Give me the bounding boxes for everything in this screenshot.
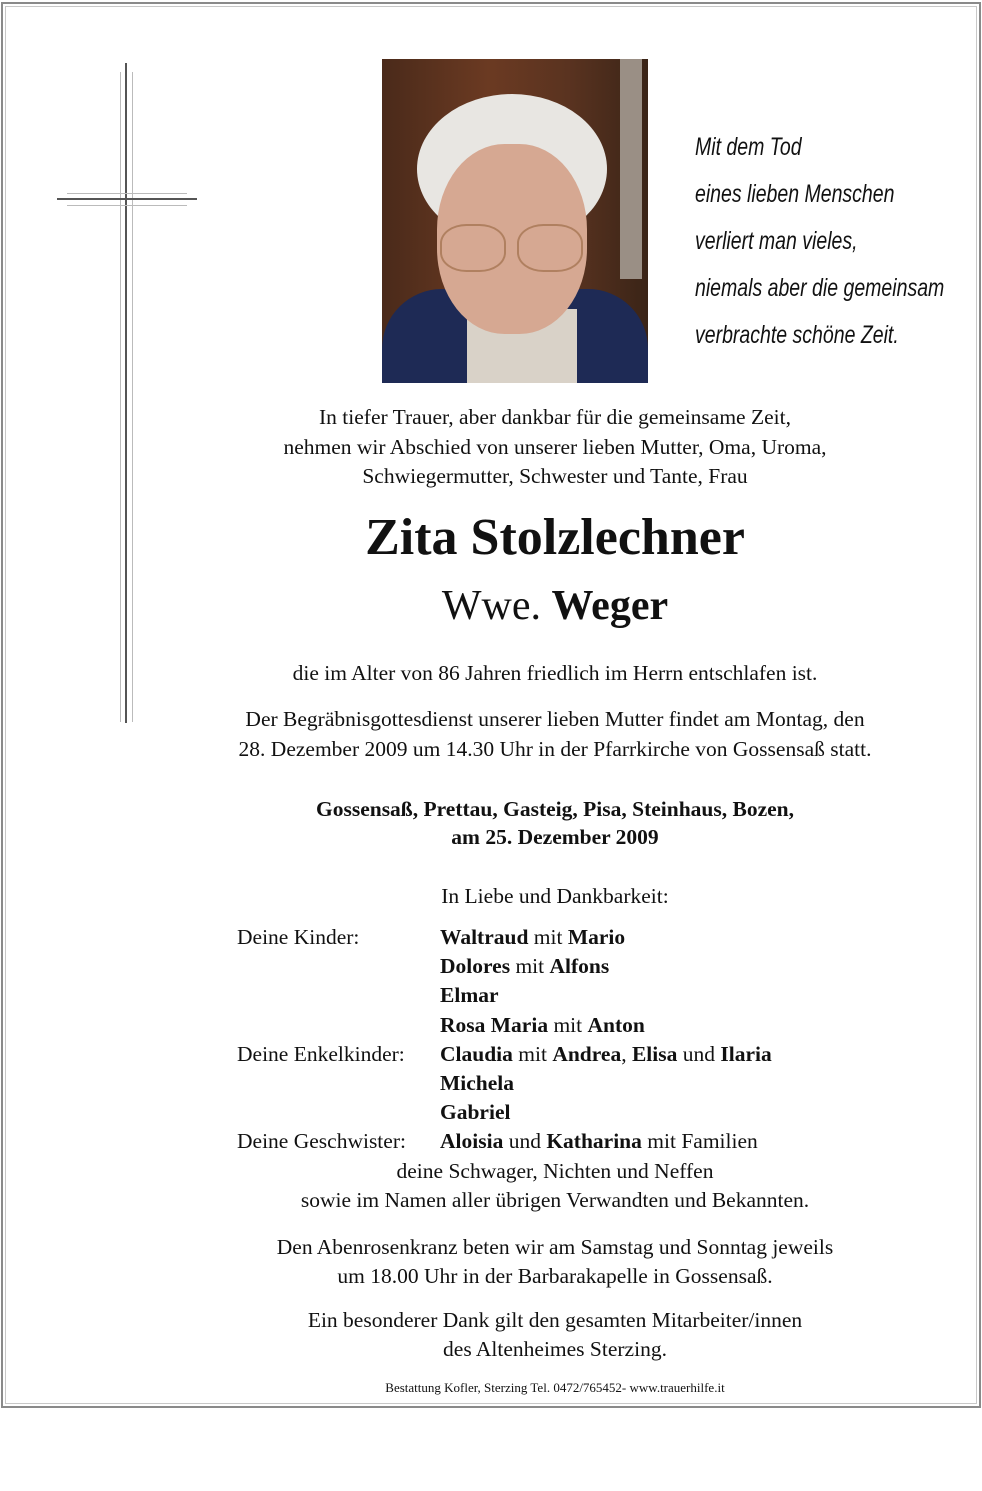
family-label: Deine Kinder: — [237, 925, 360, 949]
family-members — [440, 1129, 758, 1154]
love-line: In Liebe und Dankbarkeit: — [441, 884, 669, 908]
quote-line: verliert man vieles, — [695, 227, 858, 255]
family-label: Deine Enkelkinder: — [237, 1041, 405, 1066]
intro-line: nehmen wir Abschied von unserer lieben Mutter, Oma, Uroma, — [283, 435, 827, 459]
widow-prefix: Wwe. — [441, 583, 541, 629]
relatives-line: deine Schwager, Nichten und Neffen — [396, 1159, 714, 1183]
family-name: Andrea — [552, 1041, 622, 1066]
funeral-line: Der Begräbnisgottesdienst unserer lieben Mutter findet am Montag, den — [245, 707, 865, 731]
family-name: Katharina — [546, 1129, 642, 1154]
family-name: Ilaria — [720, 1041, 772, 1066]
family-connector: mit Familien — [641, 1129, 758, 1154]
widow-name — [0, 582, 982, 630]
family-connector: und — [677, 1041, 721, 1066]
quote — [695, 124, 944, 359]
family-connector: mit — [512, 1041, 553, 1066]
family-members — [440, 954, 609, 979]
family-members — [440, 1042, 772, 1067]
age-line: die im Alter von 86 Jahren friedlich im Herrn entschlafen ist. — [292, 661, 818, 685]
funeral-line: 28. Dezember 2009 um 14.30 Uhr in der Pfarrkirche von Gossensaß statt. — [238, 737, 872, 761]
family-name: Rosa Maria — [440, 1012, 549, 1037]
quote-line: eines lieben Menschen — [695, 180, 895, 208]
relatives-line: sowie im Namen aller übrigen Verwandten und Bekannten. — [300, 1188, 810, 1212]
intro-line: Schwiegermutter, Schwester und Tante, Frau — [362, 464, 748, 488]
family-name: Dolores — [440, 954, 511, 979]
family-connector: , — [621, 1041, 632, 1066]
footer: Bestattung Kofler, Sterzing Tel. 0472/765452- www.trauerhilfe.it — [385, 1380, 725, 1395]
family-connector: mit — [510, 954, 550, 979]
deceased-name: Zita Stolzlechner — [365, 509, 745, 566]
quote-line: Mit dem Tod — [695, 133, 802, 161]
family-members — [440, 925, 625, 950]
family-name: Elmar — [440, 983, 499, 1008]
widow-surname: Weger — [551, 583, 669, 629]
thanks-line: des Altenheimes Sterzing. — [443, 1337, 667, 1361]
family-name: Waltraud — [440, 925, 529, 949]
date-line: am 25. Dezember 2009 — [451, 825, 659, 849]
family-members — [440, 1013, 645, 1038]
family-connector: und — [503, 1129, 547, 1154]
intro-line: In tiefer Trauer, aber dankbar für die gemeinsame Zeit, — [319, 405, 791, 429]
family-members — [440, 983, 499, 1008]
family-members — [440, 1071, 514, 1096]
family-name: Michela — [440, 1071, 515, 1095]
family-connector: mit — [528, 925, 568, 949]
family-name: Alfons — [549, 954, 610, 979]
family-label: Deine Geschwister: — [237, 1129, 406, 1154]
family-members — [440, 1100, 510, 1125]
family-name: Anton — [587, 1012, 645, 1037]
rosary-line: Den Abenrosenkranz beten wir am Samstag und Sonntag jeweils — [276, 1235, 834, 1259]
places-line: Gossensaß, Prettau, Gasteig, Pisa, Steinhaus, Bozen, — [315, 797, 794, 821]
rosary-line: um 18.00 Uhr in der Barbarakapelle in Gossensaß. — [337, 1264, 773, 1288]
family-name: Elisa — [631, 1041, 678, 1066]
quote-line: verbrachte schöne Zeit. — [695, 321, 899, 349]
family-name: Mario — [567, 925, 626, 949]
thanks-line: Ein besonderer Dank gilt den gesamten Mitarbeiter/innen — [307, 1308, 803, 1332]
family-name: Aloisia — [440, 1129, 504, 1154]
family-connector: mit — [548, 1012, 588, 1037]
family-name: Claudia — [440, 1041, 513, 1066]
quote-line: niemals aber die gemeinsam — [695, 274, 945, 302]
portrait-photo — [382, 59, 648, 383]
family-name: Gabriel — [440, 1100, 511, 1125]
